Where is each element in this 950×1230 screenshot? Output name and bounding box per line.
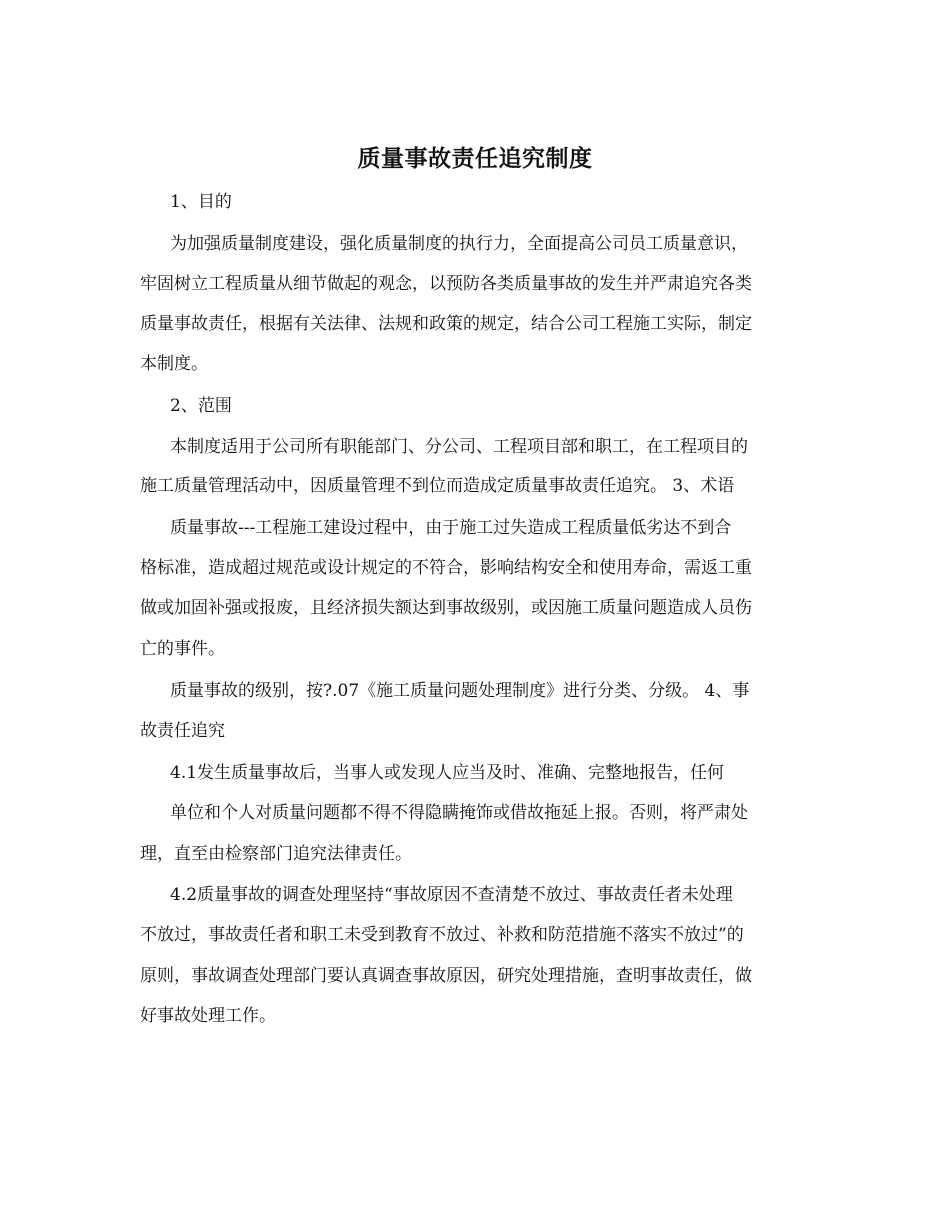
paragraph-line: 施工质量管理活动中，因质量管理不到位而造成定质量事故责任追究。 3、术语 — [140, 476, 735, 496]
paragraph-line: 原则，事故调查处理部门要认真调查事故原因，研究处理措施，查明事故责任，做 — [140, 966, 752, 986]
document-title: 质量事故责任追究制度 — [357, 145, 593, 172]
paragraph-line: 做或加固补强或报废，且经济损失额达到事故级别，或因施工质量问题造成人员伤 — [140, 598, 752, 618]
paragraph-line: 质量事故---工程施工建设过程中，由于施工过失造成工程质量低劣达不到合 — [170, 518, 732, 538]
section-heading-purpose: 1、目的 — [170, 192, 232, 212]
paragraph-line: 质量事故责任，根据有关法律、法规和政策的规定，结合公司工程施工实际，制定 — [140, 314, 752, 334]
paragraph-line: 亡的事件。 — [140, 639, 225, 659]
paragraph-line: 好事故处理工作。 — [140, 1006, 276, 1026]
paragraph-line: 单位和个人对质量问题都不得不得隐瞒掩饰或借故拖延上报。否则，将严肃处 — [170, 803, 748, 823]
paragraph-line: 为加强质量制度建设，强化质量制度的执行力，全面提高公司员工质量意识， — [170, 234, 748, 254]
paragraph-line: 牢固树立工程质量从细节做起的观念，以预防各类质量事故的发生并严肃追究各类 — [140, 274, 752, 294]
paragraph-line: 不放过，事故责任者和职工未受到教育不放过、补救和防范措施不落实不放过”的 — [140, 925, 744, 945]
paragraph-line: 理，直至由检察部门追究法律责任。 — [140, 844, 412, 864]
paragraph-line: 故责任追究 — [140, 721, 225, 741]
paragraph-line: 质量事故的级别，按?.07《施工质量问题处理制度》进行分类、分级。 4、事 — [170, 681, 750, 701]
paragraph-line: 本制度适用于公司所有职能部门、分公司、工程项目部和职工，在工程项目的 — [170, 437, 748, 457]
paragraph-line: 4.1发生质量事故后，当事人或发现人应当及时、准确、完整地报告，任何 — [170, 763, 725, 783]
section-heading-scope: 2、范围 — [170, 396, 232, 416]
paragraph-line: 格标准，造成超过规范或设计规定的不符合，影响结构安全和使用寿命，需返工重 — [140, 558, 752, 578]
paragraph-line: 本制度。 — [140, 354, 208, 374]
paragraph-line: 4.2质量事故的调查处理坚持“事故原因不查清楚不放过、事故责任者未处理 — [170, 885, 733, 905]
